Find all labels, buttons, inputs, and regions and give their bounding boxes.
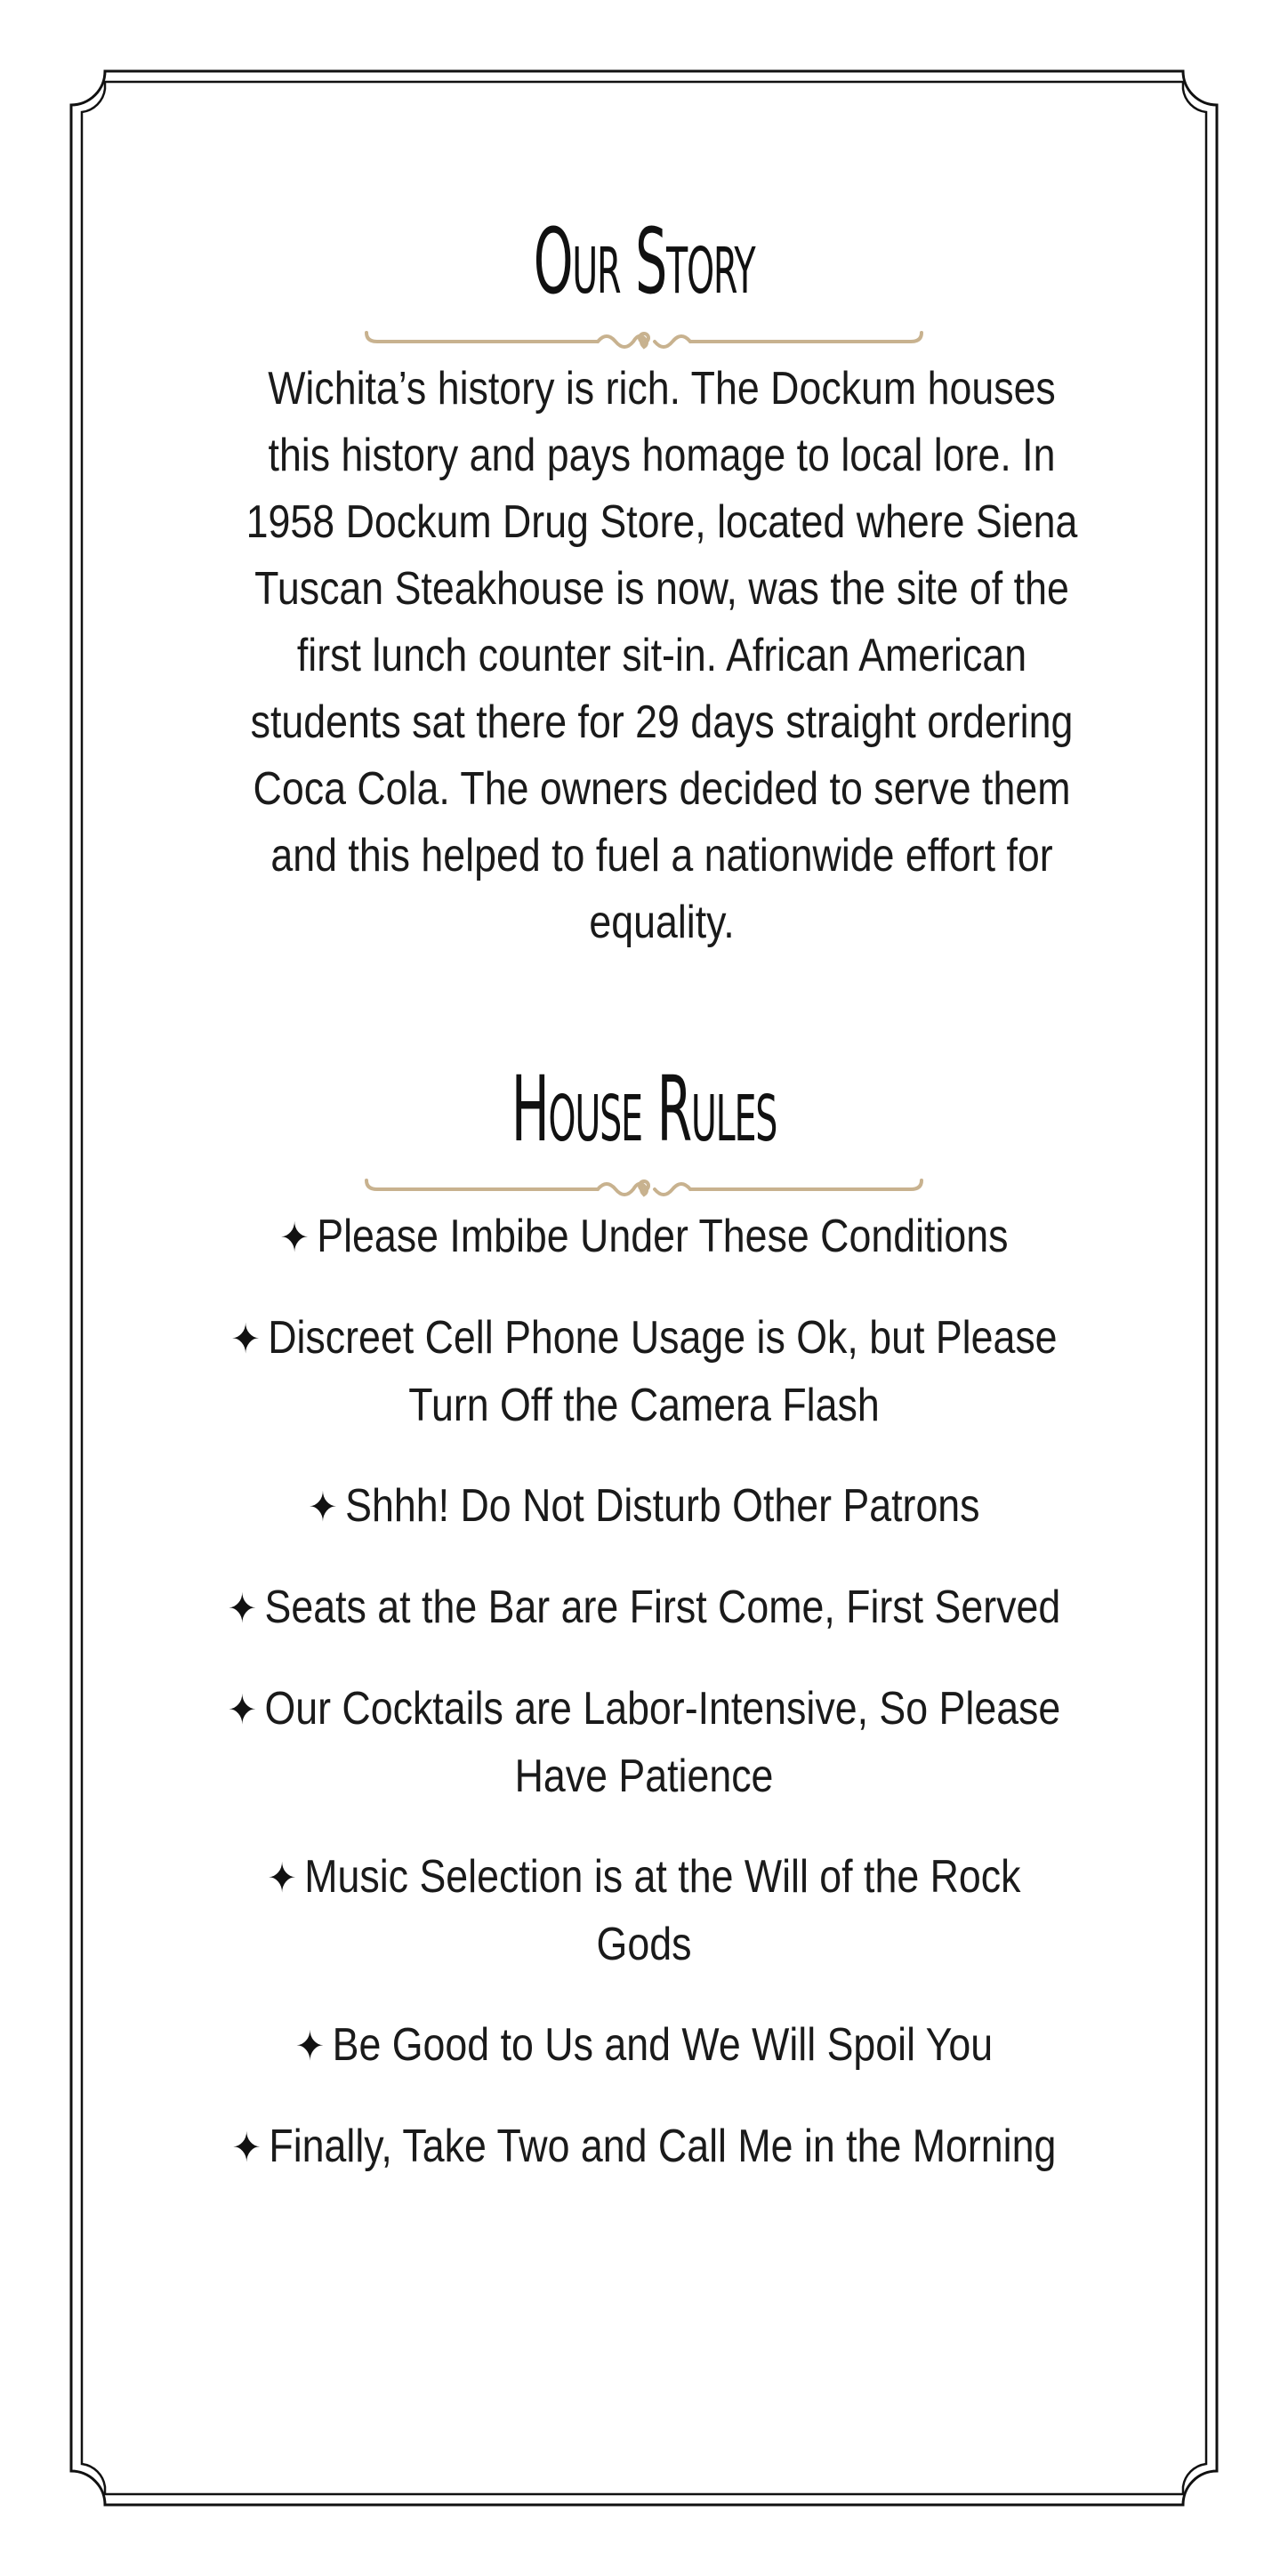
house-rule-item — [215, 1305, 1072, 1439]
sparkle-star-icon: ✦ — [308, 1484, 338, 1530]
ornamental-divider-icon — [359, 320, 929, 356]
our-story-paragraph: Wichita’s history is rich. The Dockum houses this history and pays homage to local lore. In 1958 Dockum Drug Store, located where Siena Tuscan Steakhouse is now, was the site of the first lunch counter sit-in. African American students sat there for 29 days straight ordering Coca Cola. The owners decided to serve them and this helped to fuel a nationwide effort for equality. — [246, 363, 1078, 948]
sparkle-star-icon: ✦ — [227, 1585, 257, 1631]
house-rule-text: Seats at the Bar are First Come, First Served — [264, 1582, 1061, 1633]
sparkle-star-icon: ✦ — [267, 1855, 297, 1901]
house-rule-item — [215, 1473, 1072, 1541]
house-rules-heading: House Rules — [511, 1057, 777, 1163]
house-rule-item — [215, 1574, 1072, 1642]
house-rule-text: Discreet Cell Phone Usage is Ok, but Please Turn Off the Camera Flash — [268, 1312, 1058, 1431]
house-rule-item — [215, 1203, 1072, 1271]
house-rule-text: Our Cocktails are Labor-Intensive, So Please Have Patience — [264, 1683, 1061, 1802]
house-rule-item — [215, 1676, 1072, 1810]
house-rule-text: Music Selection is at the Will of the Rock Gods — [304, 1851, 1021, 1970]
sparkle-star-icon: ✦ — [279, 1214, 310, 1260]
our-story-section — [213, 205, 1078, 956]
sparkle-star-icon: ✦ — [227, 1686, 257, 1733]
sparkle-star-icon: ✦ — [294, 2023, 326, 2069]
house-rule-item — [215, 2012, 1072, 2080]
house-rule-text: Please Imbibe Under These Conditions — [317, 1211, 1009, 1262]
house-rule-text: Be Good to Us and We Will Spoil You — [332, 2019, 994, 2071]
sparkle-star-icon: ✦ — [231, 2124, 262, 2170]
house-rule-item — [215, 2113, 1072, 2181]
house-rule-text: Shhh! Do Not Disturb Other Patrons — [345, 1480, 980, 1532]
house-rules-list — [146, 1203, 1142, 2181]
house-rules-section — [213, 1052, 1075, 2181]
our-story-heading: Our Story — [533, 209, 755, 315]
house-rule-item — [215, 1844, 1072, 1978]
ornamental-divider-icon — [359, 1168, 929, 1203]
menu-page-content — [213, 205, 1078, 2215]
sparkle-star-icon: ✦ — [230, 1316, 261, 1362]
house-rule-text: Finally, Take Two and Call Me in the Morning — [269, 2121, 1057, 2172]
